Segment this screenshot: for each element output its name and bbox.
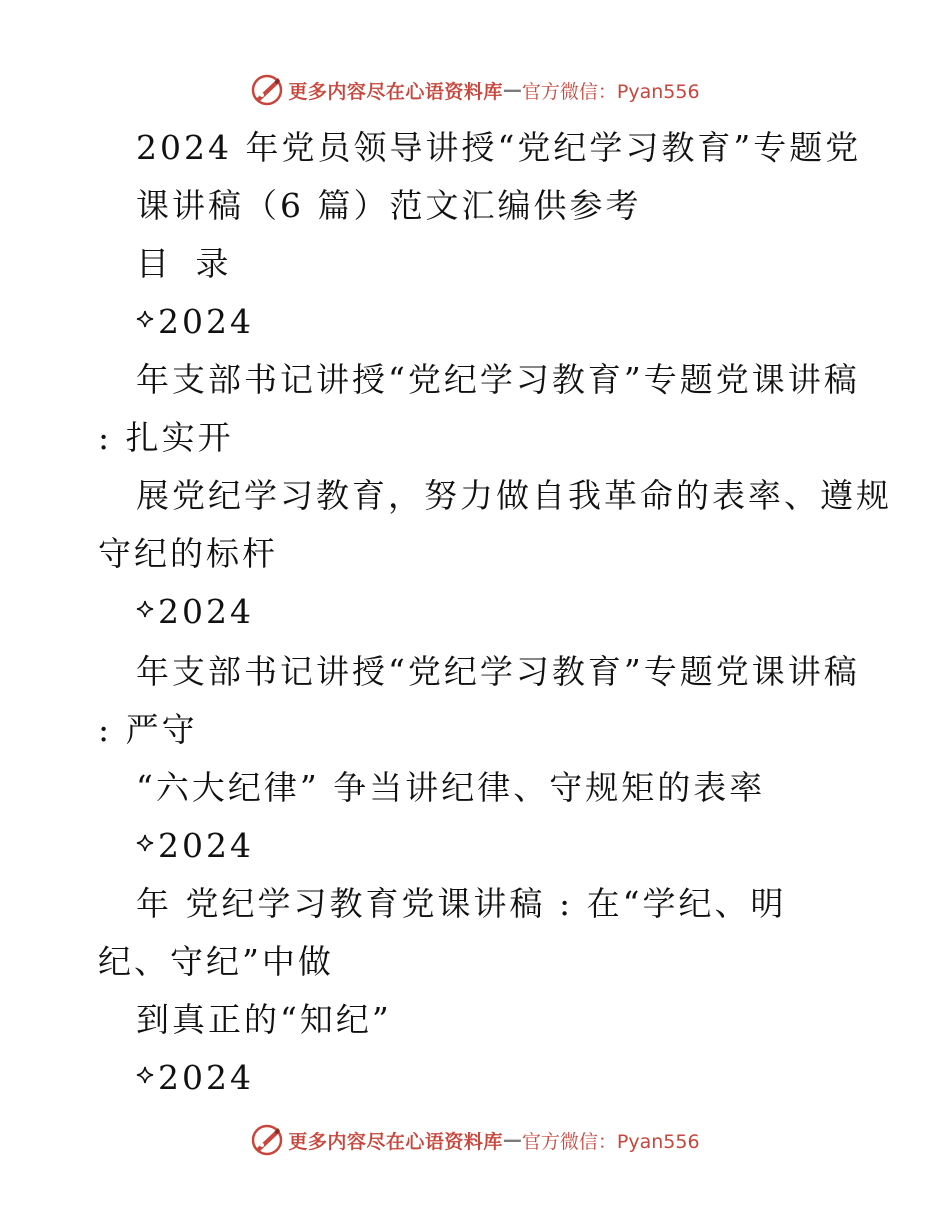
banner-wechat-text: 官方微信：Pyan556 [521,1130,700,1153]
toc-entry-line: 年 党纪学习教育党课讲稿 : 在“学纪、明 [136,884,787,923]
toc-heading: 目 录 [136,244,237,283]
banner-site-text: 更多内容尽在心语资料库 [288,1130,503,1153]
toc-entry-line: 展党纪学习教育，努力做自我革命的表率、遵规 [136,476,892,515]
document-title-line1: 2024 年党员领导讲授“党纪学习教育”专题党 [136,128,862,167]
toc-entry-year: 2024 [136,1058,254,1098]
banner-wechat-text: 官方微信：Pyan556 [521,80,700,103]
toc-entry-year: 2024 [136,302,254,342]
toc-entry-line: 纪、守纪”中做 [98,942,334,981]
document-title-line2: 课讲稿（6 篇）范文汇编供参考 [136,186,642,225]
toc-entry-line: 年支部书记讲授“党纪学习教育”专题党课讲稿 [136,360,860,399]
toc-entry-line: : 严守 [98,710,198,749]
banner-separator: — [502,1129,522,1151]
pen-logo-icon [250,73,284,107]
footer-banner [0,1120,950,1160]
toc-entry-year: 2024 [136,826,254,866]
diamond-bullet-icon [136,1066,154,1084]
toc-entry-line: : 扎实开 [98,418,234,457]
pen-logo-icon [250,1123,284,1157]
toc-entry-line: “六大纪律” 争当讲纪律、守规矩的表率 [136,768,766,807]
diamond-bullet-icon [136,600,154,618]
diamond-bullet-icon [136,310,154,328]
diamond-bullet-icon [136,834,154,852]
toc-entry-line: 守纪的标杆 [98,534,278,573]
toc-entry-year: 2024 [136,592,254,632]
banner-site-text: 更多内容尽在心语资料库 [288,80,503,103]
header-banner [0,70,950,110]
banner-separator: — [502,79,522,101]
toc-entry-line: 到真正的“知纪” [136,1000,392,1039]
toc-entry-line: 年支部书记讲授“党纪学习教育”专题党课讲稿 [136,652,860,691]
